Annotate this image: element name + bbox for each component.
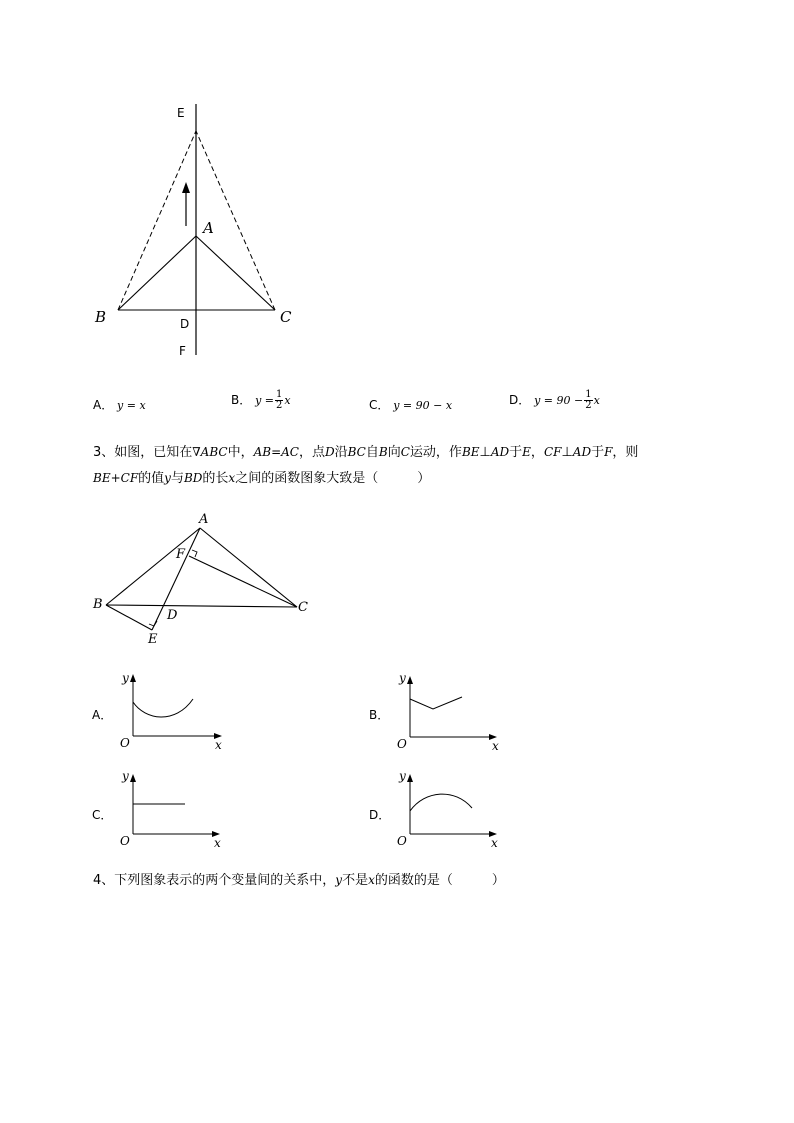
math-text: E xyxy=(522,445,531,459)
option-letter: B． xyxy=(369,708,390,722)
option-expression-prefix: y = xyxy=(255,394,274,407)
option-letter: D． xyxy=(509,393,531,407)
text: 自 xyxy=(365,445,379,460)
label-c: C xyxy=(280,308,292,326)
axis-label-y: y xyxy=(122,769,129,783)
text: 向 xyxy=(387,445,401,460)
math-text: x xyxy=(228,471,236,485)
math-text: BE+CF xyxy=(93,471,139,485)
label-d: D xyxy=(180,317,190,331)
math-text: BC xyxy=(347,445,366,459)
question-number: 4、 xyxy=(93,873,115,888)
label-d: D xyxy=(167,608,178,623)
text: 之间的函数图象大致是（ xyxy=(235,471,379,486)
text: ， xyxy=(530,445,544,460)
text: 沿 xyxy=(334,445,348,460)
math-text: AD xyxy=(572,445,592,459)
label-f: F xyxy=(176,547,186,562)
fraction-numerator: 1 xyxy=(276,389,283,400)
label-b: B xyxy=(95,308,107,326)
label-f: F xyxy=(179,344,186,358)
option-letter: B． xyxy=(231,393,252,407)
axis-label-x: x xyxy=(214,836,221,850)
text: 的值 xyxy=(138,471,165,486)
graph-curve xyxy=(410,794,472,811)
option-letter: C． xyxy=(369,398,390,412)
text: 下列图象表示的两个变量间的关系中， xyxy=(114,873,336,888)
math-text: CF xyxy=(543,445,562,459)
label-e: E xyxy=(148,632,158,647)
option-expression-suffix: x xyxy=(284,394,291,407)
math-text: B xyxy=(378,445,388,459)
fraction-numerator: 1 xyxy=(585,389,592,400)
option-letter: C． xyxy=(92,808,113,822)
question-4 xyxy=(93,867,713,894)
text: 如图，已知在 xyxy=(114,445,193,460)
math-text: C xyxy=(400,445,410,459)
option-expression: y = 90 − x xyxy=(393,399,453,412)
text: 的函数的是（ xyxy=(374,873,453,888)
text: 不是 xyxy=(342,873,369,888)
label-a: A xyxy=(203,219,214,237)
axis-label-x: x xyxy=(492,739,499,753)
text: ⊥ xyxy=(479,445,491,460)
axis-label-x: x xyxy=(491,836,498,850)
origin-label: O xyxy=(397,737,407,751)
origin-label: O xyxy=(120,834,130,848)
math-text: y xyxy=(164,471,171,485)
axis-label-x: x xyxy=(215,738,222,752)
answer-blank[interactable]: ） xyxy=(378,471,431,486)
math-text: AD xyxy=(490,445,510,459)
text: 于 xyxy=(509,445,523,460)
label-b: B xyxy=(93,597,103,612)
text: 于 xyxy=(591,445,605,460)
math-text: F xyxy=(604,445,613,459)
label-e: E xyxy=(177,106,185,120)
text: ⊥ xyxy=(561,445,573,460)
text: 与 xyxy=(170,471,184,486)
math-text: x xyxy=(368,873,375,887)
axis-label-y: y xyxy=(399,671,406,685)
axis-label-y: y xyxy=(122,671,129,685)
fraction-denominator: 2 xyxy=(276,400,283,411)
text: 运动，作 xyxy=(409,445,462,460)
fraction-denominator: 2 xyxy=(585,400,592,411)
question-number: 3、 xyxy=(93,445,115,460)
label-c: C xyxy=(298,600,308,615)
option-expression-suffix: x xyxy=(593,394,600,407)
math-text: D xyxy=(325,445,335,459)
math-text: BE xyxy=(461,445,480,459)
text: ，点 xyxy=(298,445,325,460)
math-text: ∇ABC xyxy=(192,445,228,459)
label-a: A xyxy=(199,512,209,527)
option-expression: y = x xyxy=(117,399,146,412)
axis-label-y: y xyxy=(399,769,406,783)
text: 的长 xyxy=(202,471,229,486)
answer-blank[interactable]: ） xyxy=(452,873,505,888)
math-text: BD xyxy=(183,471,203,485)
text: 中， xyxy=(227,445,254,460)
math-text: AB=AC xyxy=(253,445,299,459)
option-letter: D． xyxy=(369,808,391,822)
y-axis-arrow-icon xyxy=(407,774,413,782)
origin-label: O xyxy=(120,736,130,750)
text: ，则 xyxy=(612,445,639,460)
option-expression-prefix: y = 90 − xyxy=(534,394,584,407)
option-letter: A． xyxy=(93,398,114,412)
origin-label: O xyxy=(397,834,407,848)
math-text: y xyxy=(335,873,343,887)
option-letter: A． xyxy=(92,708,113,722)
